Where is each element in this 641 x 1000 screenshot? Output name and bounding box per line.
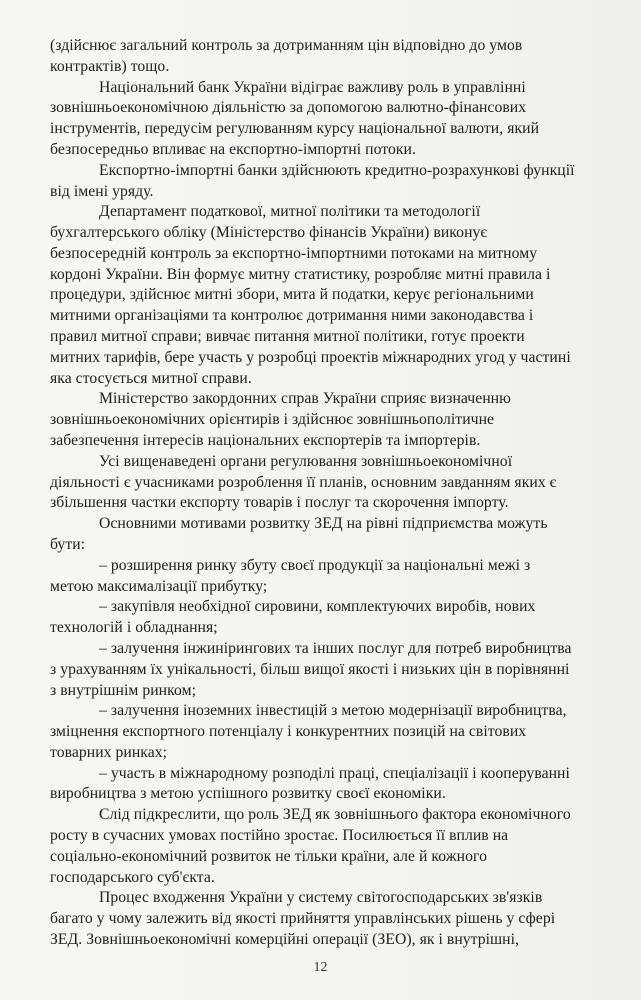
text-line: Департамент податкової, митної політики та методології (99, 203, 481, 220)
text-line: – залучення інжинірингових та інших послуг для потреб виробництва (99, 640, 572, 657)
text-line: Національний банк України відіграє важливу роль в управлінні (99, 79, 526, 96)
text-line: митних тарифів, бере участь у розробці проектів міжнародних угод у частині (50, 349, 571, 366)
text-line: Експортно-імпортні банки здійснюють кредитно-розрахункові функції (99, 162, 575, 179)
text-line: (здійснює загальний контроль за дотриманням цін відповідно до умов (50, 37, 523, 54)
text-line: інструментів, передусім регулюванням курсу національної валюти, який (50, 120, 540, 137)
text-line: – участь в міжнародному розподілі праці, спеціалізації і кооперуванні (99, 765, 570, 782)
text-line: Основними мотивами розвитку ЗЕД на рівні підприємства можуть (99, 515, 548, 532)
text-line: кордоні України. Він формує митну статистику, розробляє митні правила і (50, 266, 551, 283)
text-line: товарних ринках; (50, 744, 168, 761)
text-line: від імені уряду. (50, 183, 154, 200)
text-line: діяльності є учасниками розроблення її планів, основним завданням яких є (50, 474, 557, 491)
text-line: – залучення іноземних інвестицій з метою модернізації виробництва, (99, 702, 567, 719)
text-line: процедури, здійснює митні збори, мита й податки, керує регіональними (50, 286, 534, 303)
text-line: забезпечення інтересів національних експортерів та імпортерів. (50, 432, 481, 449)
text-line: Усі вищенаведені органи регулювання зовнішньоекономічної (99, 453, 513, 470)
text-line: зовнішньоекономічною діяльністю за допомогою валютно-фінансових (50, 99, 527, 116)
text-line: безпосередній контроль за експортно-імпортними потоками на митному (50, 245, 538, 262)
text-line: з внутрішнім ринком; (50, 682, 196, 699)
text-line: зміцнення експортного потенціалу і конкурентних позицій на світових (50, 723, 527, 740)
text-line: ЗЕД. Зовнішньоекономічні комерційні операції (ЗЕО), як і внутрішні, (50, 931, 520, 948)
text-line: багато у чому залежить від якості прийняття управлінських рішень у сфері (50, 910, 556, 927)
text-line: збільшення частки експорту товарів і послуг та скорочення імпорту. (50, 494, 509, 511)
page-number: 12 (313, 960, 328, 975)
text-line: яка стосується митної справи. (50, 370, 252, 387)
text-line: митними організаціями та контролює дотримання ними законодавства і (50, 307, 534, 324)
text-line: бухгалтерського обліку (Міністерство фінансів України) виконує (50, 224, 488, 241)
text-line: безпосередньо впливає на експортно-імпортні потоки. (50, 141, 416, 158)
text-line: росту в сучасних умовах постійно зростає. Посилюється її вплив на (50, 827, 509, 844)
text-line: технологій і обладнання; (50, 619, 218, 636)
text-line: Слід підкреслити, що роль ЗЕД як зовнішнього фактора економічного (99, 806, 571, 823)
text-line: соціально-економічний розвиток не тільки країни, але й кожного (50, 848, 487, 865)
text-line: виробництва з метою успішного розвитку своєї економіки. (50, 785, 446, 802)
text-line: з урахуванням їх унікальності, більш вищої якості і низьких цін в порівнянні (50, 661, 570, 678)
text-line: господарського суб'єкта. (50, 869, 215, 886)
text-line: Процес входження України у систему світогосподарських зв'язків (99, 889, 543, 906)
text-line: Міністерство закордонних справ України сприяє визначенню (99, 390, 511, 407)
text-line: – розширення ринку збуту своєї продукції за національні межі з (99, 557, 531, 574)
text-line: метою максималізації прибутку; (50, 578, 268, 595)
text-line: зовнішньоекономічних орієнтирів і здійснює зовнішньополітичне (50, 411, 495, 428)
text-line: – закупівля необхідної сировини, комплектуючих виробів, нових (99, 598, 536, 615)
text-line: правил митної справи; вивчає питання митної політики, готує проекти (50, 328, 525, 345)
text-line: бути: (50, 536, 86, 553)
text-line: контрактів) тощо. (50, 58, 170, 75)
